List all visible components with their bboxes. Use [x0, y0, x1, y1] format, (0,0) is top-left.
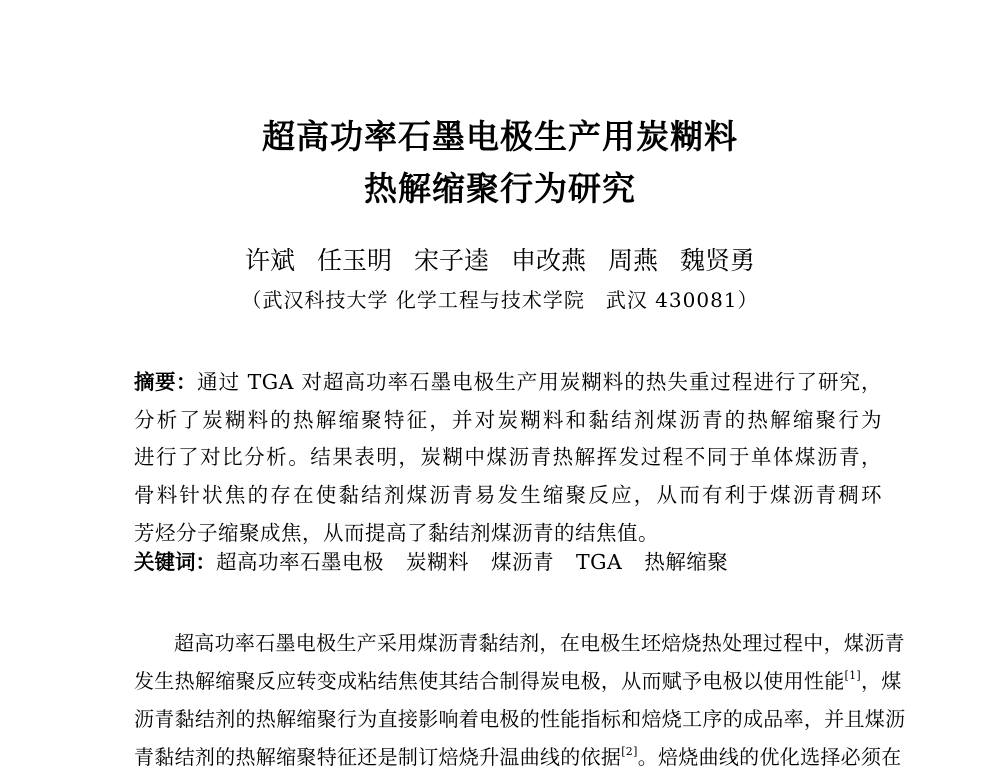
body-text-segment: 青黏结剂的热解缩聚特征还是制订焙烧升温曲线的依据: [134, 745, 622, 769]
body-line: [134, 738, 902, 776]
keyword: 炭糊料: [406, 550, 469, 574]
abstract-line: 芳烃分子缩聚成焦，从而提高了黏结剂煤沥青的结焦值。: [134, 520, 659, 545]
body-line: 超高功率石墨电极生产采用煤沥青黏结剂，在电极生坯焙烧热处理过程中，煤沥青: [174, 631, 905, 655]
citation-ref[interactable]: [2]: [621, 745, 638, 758]
keywords-label: 关键词：: [134, 550, 216, 574]
abstract-line: 进行了对比分析。结果表明，炭糊中煤沥青热解挥发过程不同于单体煤沥青，: [134, 445, 882, 470]
paper-title-line-2: 热解缩聚行为研究: [364, 169, 636, 208]
citation-ref[interactable]: [1]: [844, 669, 861, 682]
author-name: 周燕: [608, 246, 659, 275]
body-text-segment: 。焙烧曲线的优化选择必须在: [637, 745, 902, 769]
abstract: [134, 364, 882, 553]
abstract-line: [134, 364, 882, 402]
keyword: 热解缩聚: [644, 550, 729, 574]
body-text-segment: 发生热解缩聚反应转变成粘结焦使其结合制得炭电极，从而赋予电极以使用性能: [134, 669, 845, 693]
author-name: 魏贤勇: [680, 246, 756, 275]
keyword: 超高功率石墨电极: [216, 550, 384, 574]
paper-title-line-1: 超高功率石墨电极生产用炭糊料: [262, 117, 738, 156]
author-name: 任玉明: [316, 246, 392, 275]
abstract-line: 骨料针状焦的存在使黏结剂煤沥青易发生缩聚反应，从而有利于煤沥青稠环: [134, 483, 882, 508]
author-name: 许斌: [244, 246, 295, 275]
keyword: TGA: [576, 550, 623, 574]
body-line: [134, 662, 902, 700]
body-line: 沥青黏结剂的热解缩聚行为直接影响着电极的性能指标和焙烧工序的成品率，并且煤沥: [134, 707, 906, 731]
body-paragraph: [134, 624, 906, 776]
author-name: 宋子逵: [413, 246, 489, 275]
author-name: 申改燕: [511, 246, 587, 275]
abstract-line: 分析了炭糊料的热解缩聚特征，并对炭糊料和黏结剂煤沥青的热解缩聚行为: [134, 407, 882, 432]
author-list: [0, 248, 1000, 273]
abstract-label: 摘要：: [134, 370, 198, 394]
body-text-segment: ，煤: [860, 669, 902, 693]
keywords: [134, 552, 882, 573]
affiliation: （武汉科技大学 化学工程与技术学院 武汉 430081）: [241, 288, 759, 312]
keyword: 煤沥青: [491, 550, 554, 574]
abstract-text: 通过 TGA 对超高功率石墨电极生产用炭糊料的热失重过程进行了研究，: [197, 370, 883, 394]
